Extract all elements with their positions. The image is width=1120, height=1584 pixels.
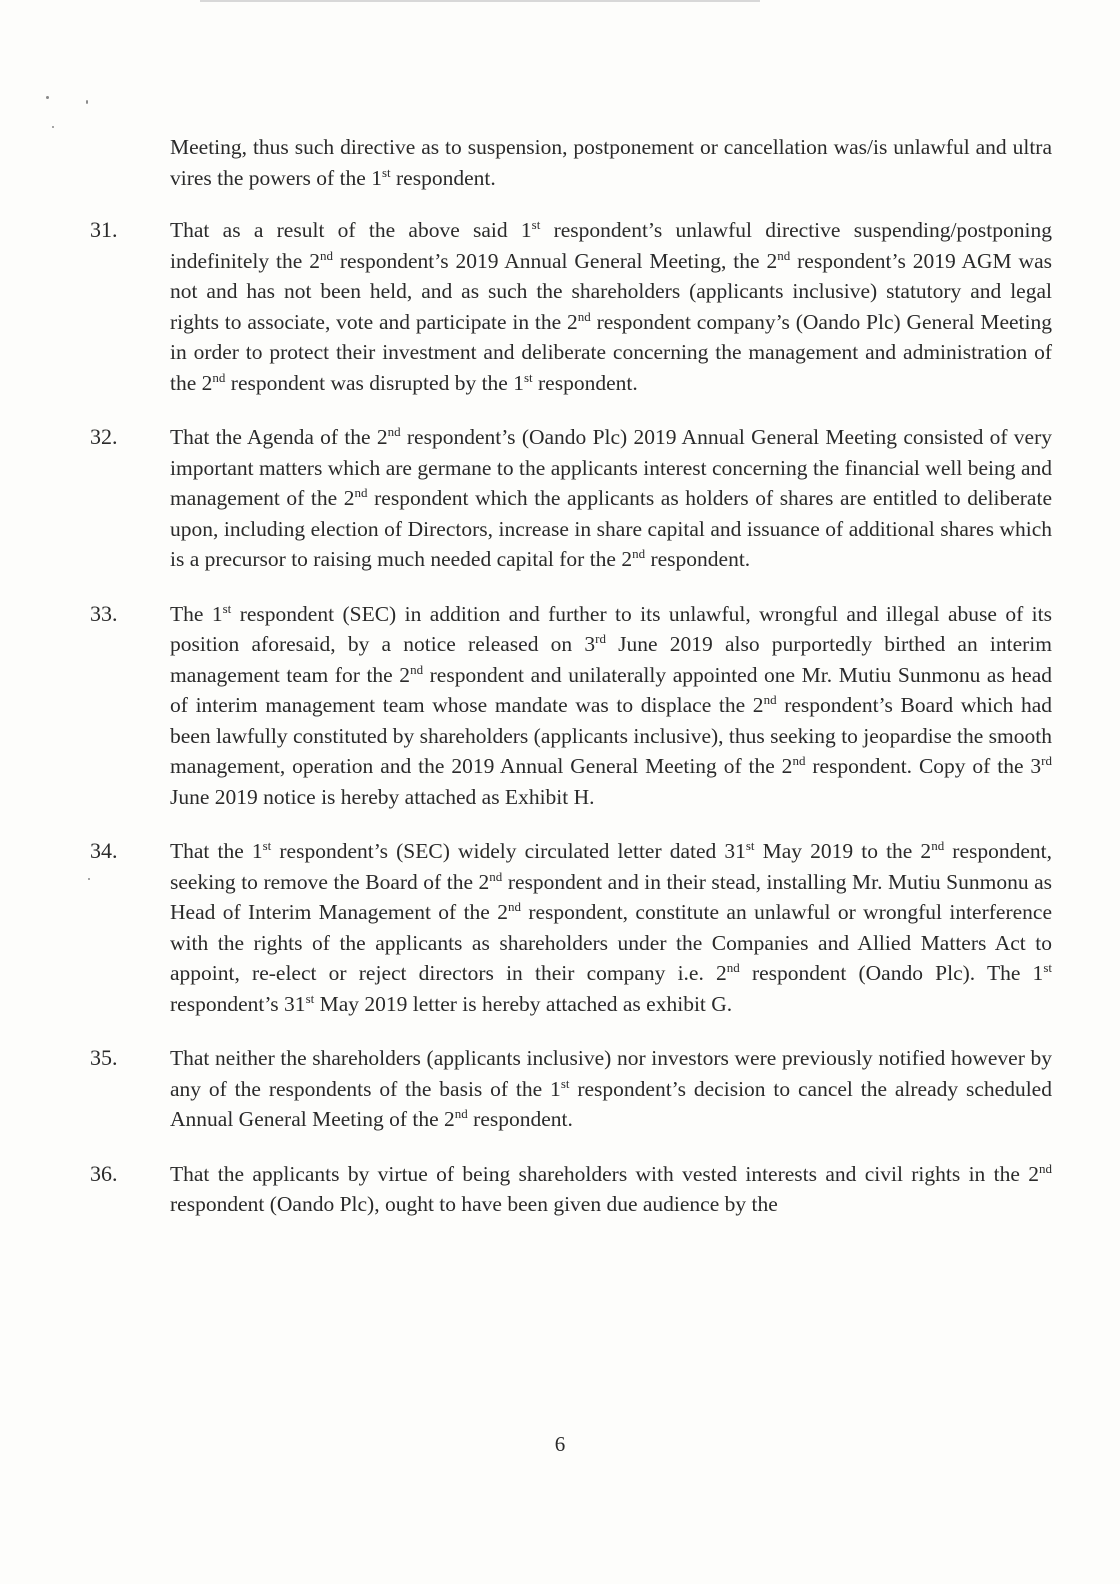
paragraph-number: 31. (90, 217, 118, 242)
paragraph-text: The 1st respondent (SEC) in addition and further to its unlawful, wrongful and illegal abuse of its position aforesaid, by a notice released on 3rd June 2019 also purportedly birthed an interim management team for the 2nd respondent and unilaterally appointed one Mr. Mutiu Sunmonu as head of interim management team whose mandate was to displace the 2nd respondent’s Board which had been lawfully constituted by shareholders (applicants inclusive), thus seeking to jeopardise the smooth management, operation and the 2019 Annual General Meeting of the 2nd respondent. Copy of the 3rd June 2019 notice is hereby attached as Exhibit H. (170, 600, 1053, 809)
numbered-paragraph (90, 1043, 1052, 1135)
paragraph-number: 35. (90, 1045, 118, 1070)
scan-speck (46, 96, 49, 99)
paragraph-text: That as a result of the above said 1st respondent’s unlawful directive suspending/postponing indefinitely the 2nd respondent’s 2019 Annual General Meeting, the 2nd respondent’s 2019 AGM was not and has not been held, and as such the shareholders (applicants inclusive) statutory and legal rights to associate, vote and participate in the 2nd respondent company’s (Oando Plc) General Meeting in order to protect their investment and deliberate concerning the management and administration of the 2nd respondent was disrupted by the 1st respondent. (170, 216, 1052, 395)
scan-edge-line (200, 0, 760, 2)
paragraph-number: 32. (90, 424, 118, 449)
document-body (90, 132, 1052, 1244)
numbered-paragraph (90, 422, 1052, 575)
paragraph-text: That the Agenda of the 2nd respondent’s (Oando Plc) 2019 Annual General Meeting consisted of very important matters which are germane to the applicants interest concerning the financial well being and management of the 2nd respondent which the applicants as holders of shares are entitled to deliberate upon, including election of Directors, increase in share capital and issuance of additional shares which is a precursor to raising much needed capital for the 2nd respondent. (170, 423, 1052, 571)
paragraph-text: That the 1st respondent’s (SEC) widely circulated letter dated 31st May 2019 to the 2nd respondent, seeking to remove the Board of the 2nd respondent and in their stead, installing Mr. Mutiu Sunmonu as Head of Interim Management of the 2nd respondent, constitute an unlawful or wrongful interference with the rights of the applicants as shareholders under the Companies and Allied Matters Act to appoint, re-elect or reject directors in their company i.e. 2nd respondent (Oando Plc). The 1st respondent’s 31st May 2019 letter is hereby attached as exhibit G. (170, 837, 1053, 1016)
numbered-paragraph (90, 599, 1052, 813)
scan-speck (86, 100, 88, 104)
paragraph-number: 33. (90, 600, 118, 626)
numbered-paragraph-list (90, 215, 1052, 1220)
paragraph-text: That the applicants by virtue of being shareholders with vested interests and civil rights in the 2nd respondent (Oando Plc), ought to have been given due audience by the (170, 1160, 1052, 1216)
paragraph-number: 34. (90, 838, 118, 863)
numbered-paragraph (90, 1159, 1052, 1220)
scan-speck (52, 126, 54, 128)
numbered-paragraph (90, 836, 1052, 1019)
continued-paragraph: Meeting, thus such directive as to suspension, postponement or cancellation was/is unlawful and ultra vires the powers of the 1st respondent. (170, 135, 1052, 190)
page-number: 6 (554, 1432, 566, 1456)
numbered-paragraph (90, 215, 1052, 398)
paragraph-text: That neither the shareholders (applicants inclusive) nor investors were previously notified however by any of the respondents of the basis of the 1st respondent’s decision to cancel the already scheduled Annual General Meeting of the 2nd respondent. (170, 1046, 1052, 1131)
paragraph-number: 36. (90, 1160, 118, 1186)
